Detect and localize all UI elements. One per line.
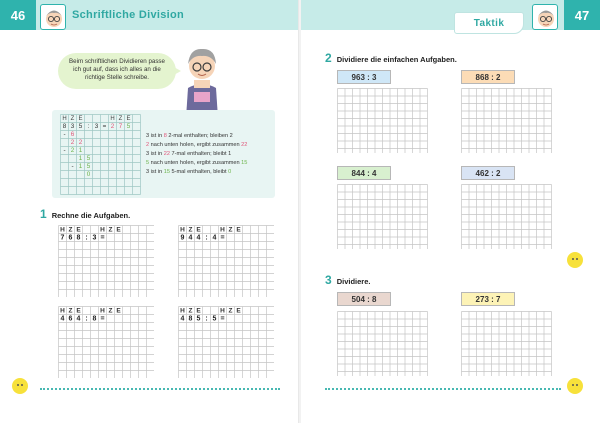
problem-digit: 8 — [188, 315, 193, 323]
example-digit: 5 — [78, 123, 83, 131]
task-2-heading — [325, 51, 457, 65]
explanation-line: 3 ist in 15 5-mal enthalten, bleibt 0 — [146, 169, 232, 175]
place-header: Z — [188, 307, 193, 315]
example-digit: 8 — [62, 123, 67, 131]
place-header: H — [110, 116, 115, 123]
place-header: Z — [188, 226, 193, 234]
dotted-divider — [325, 388, 561, 390]
place-header: H — [180, 307, 185, 315]
place-header: E — [196, 226, 201, 234]
example-explanation — [146, 132, 247, 177]
work-digit: 5 — [86, 163, 91, 171]
place-header: H — [100, 307, 105, 315]
avatar-icon — [533, 5, 558, 30]
place-header: Z — [228, 307, 233, 315]
work-digit: 0 — [86, 171, 91, 179]
problem-digit: = — [100, 315, 105, 323]
problem-digit: 4 — [196, 234, 201, 242]
work-digit: - — [71, 163, 74, 171]
problem-label: 868 : 2 — [461, 70, 515, 84]
place-header: H — [220, 226, 225, 234]
work-digit: 2 — [70, 147, 75, 155]
speech-bubble: Beim schriftlichen Dividieren passe ich gut auf, dass ich alles an die richtige Stelle schreibe. — [58, 53, 176, 89]
problem-digit: 4 — [180, 315, 185, 323]
place-header: E — [78, 116, 83, 123]
example-digit: 7 — [118, 123, 123, 131]
problem-label: 844 : 4 — [337, 166, 391, 180]
character-illustration — [178, 40, 226, 118]
place-header: Z — [68, 307, 73, 315]
problem-digit: = — [100, 234, 105, 242]
answer-grid — [337, 311, 428, 376]
explanation-line: 2 nach unten holen, ergibt zusammen 22 — [146, 142, 248, 148]
task-number: 1 — [40, 207, 47, 221]
work-digit: 1 — [78, 155, 83, 163]
answer-grid — [461, 311, 552, 376]
answer-grid — [461, 184, 552, 249]
place-header: Z — [108, 307, 113, 315]
task-number: 2 — [325, 51, 332, 65]
place-header: E — [116, 226, 121, 234]
work-digit: 6 — [70, 131, 75, 139]
place-header: Z — [70, 116, 75, 123]
answer-grid — [337, 184, 428, 249]
problem-digit: 5 — [196, 315, 201, 323]
left-page — [0, 0, 299, 423]
example-digit: 2 — [110, 123, 115, 131]
task-3-heading — [325, 273, 370, 287]
problem-digit: 8 — [92, 315, 97, 323]
problem-digit: = — [220, 315, 225, 323]
problem-label: 504 : 8 — [337, 292, 391, 306]
work-digit: 2 — [78, 139, 83, 147]
problem-label: 462 : 2 — [461, 166, 515, 180]
place-header: Z — [118, 116, 123, 123]
place-header: H — [60, 226, 65, 234]
problem-digit: 9 — [180, 234, 185, 242]
right-page — [301, 0, 600, 423]
work-digit: 1 — [78, 163, 83, 171]
example-digit: 3 — [70, 123, 75, 131]
page-number: 47 — [564, 0, 600, 30]
answer-grid — [337, 88, 428, 153]
place-header: H — [220, 307, 225, 315]
place-header: E — [126, 116, 131, 123]
division-grid-4 — [178, 306, 274, 378]
problem-digit: 5 — [212, 315, 217, 323]
task-number: 3 — [325, 273, 332, 287]
example-digit: = — [102, 123, 107, 131]
place-header: E — [236, 226, 241, 234]
smiley-icon — [12, 378, 28, 394]
place-header: E — [196, 307, 201, 315]
work-digit: 1 — [78, 147, 83, 155]
problem-digit: 6 — [68, 234, 73, 242]
page-title: Schriftliche Division — [72, 9, 185, 21]
explanation-line: 3 ist in 22 7-mal enthalten; bleibt 1 — [146, 151, 232, 157]
work-digit: 2 — [70, 139, 75, 147]
division-grid-1 — [58, 225, 154, 297]
smiley-icon — [567, 252, 583, 268]
avatar — [40, 4, 66, 30]
task-title: Dividiere. — [336, 277, 371, 286]
problem-digit: : — [205, 315, 208, 323]
dotted-divider — [40, 388, 280, 390]
work-digit: 5 — [86, 155, 91, 163]
place-header: H — [62, 116, 67, 123]
problem-digit: = — [220, 234, 225, 242]
avatar-icon — [41, 5, 66, 30]
place-header: E — [76, 226, 81, 234]
place-header: H — [60, 307, 65, 315]
answer-grid — [461, 88, 552, 153]
problem-digit: 4 — [76, 315, 81, 323]
work-digit: - — [63, 147, 66, 155]
avatar — [532, 4, 558, 30]
smiley-icon — [567, 378, 583, 394]
problem-digit: : — [85, 315, 88, 323]
division-grid-2 — [178, 225, 274, 297]
problem-label: 273 : 7 — [461, 292, 515, 306]
task-title: Dividiere die einfachen Aufgaben. — [336, 55, 457, 64]
problem-digit: 8 — [76, 234, 81, 242]
problem-digit: 4 — [212, 234, 217, 242]
example-grid — [60, 114, 144, 196]
task-1-heading — [40, 207, 130, 221]
division-grid-3 — [58, 306, 154, 378]
task-title: Rechne die Aufgaben. — [51, 211, 131, 220]
taktik-tag: Taktik — [454, 12, 524, 34]
explanation-line: 5 nach unten holen, ergibt zusammen 15 — [146, 160, 248, 166]
place-header: H — [180, 226, 185, 234]
problem-digit: : — [205, 234, 208, 242]
place-header: Z — [68, 226, 73, 234]
problem-digit: 4 — [188, 234, 193, 242]
place-header: E — [76, 307, 81, 315]
example-digit: 5 — [126, 123, 131, 131]
example-digit: 3 — [94, 123, 99, 131]
example-box — [52, 110, 275, 198]
problem-digit: 3 — [92, 234, 97, 242]
place-header: H — [100, 226, 105, 234]
problem-digit: 6 — [68, 315, 73, 323]
place-header: E — [116, 307, 121, 315]
problem-digit: 4 — [60, 315, 65, 323]
place-header: Z — [228, 226, 233, 234]
page-number: 46 — [0, 0, 36, 30]
problem-label: 963 : 3 — [337, 70, 391, 84]
work-digit: - — [63, 131, 66, 139]
problem-digit: 7 — [60, 234, 65, 242]
problem-digit: : — [85, 234, 88, 242]
example-digit: : — [87, 123, 90, 131]
place-header: Z — [108, 226, 113, 234]
place-header: E — [236, 307, 241, 315]
explanation-line: 3 ist in 8 2-mal enthalten; bleiben 2 — [146, 133, 233, 139]
